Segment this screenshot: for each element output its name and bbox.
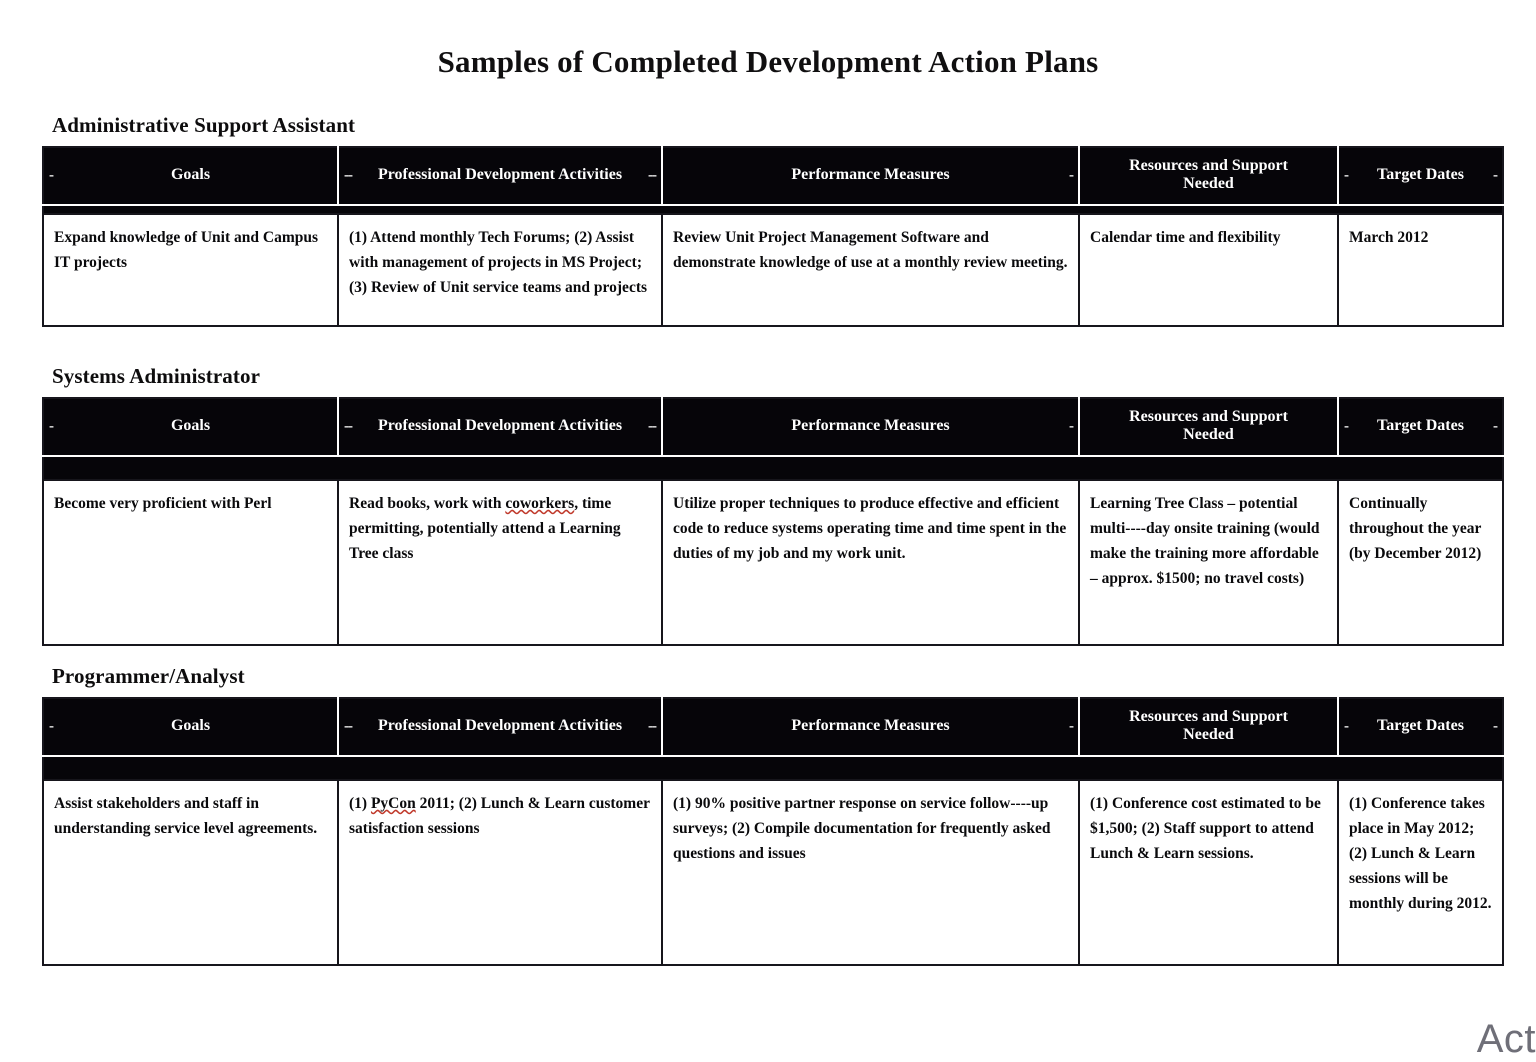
section-programmer-analyst bbox=[42, 664, 1502, 966]
section-heading: Programmer/Analyst bbox=[52, 664, 245, 688]
dash-mark-icon: - bbox=[49, 167, 53, 184]
column-header-dates bbox=[1338, 398, 1503, 456]
cell-target-dates: March 2012 bbox=[1338, 214, 1503, 326]
column-header-measures bbox=[662, 398, 1079, 456]
cell-target-dates: Continually throughout the year (by December 2012) bbox=[1338, 480, 1503, 645]
dash-mark-icon: -- bbox=[344, 418, 352, 435]
misspelled-word: coworkers bbox=[505, 494, 575, 512]
text-fragment: , time permitting, potentially attend a Learning Tree class bbox=[349, 494, 621, 562]
column-header-label: Resources and Support bbox=[1129, 708, 1288, 725]
column-header-label: Professional Development Activities bbox=[377, 717, 623, 735]
cell-resources: (1) Conference cost estimated to be $1,500; (2) Staff support to attend Lunch & Learn sessions. bbox=[1079, 780, 1338, 965]
column-header-dates bbox=[1338, 698, 1503, 756]
text-fragment: 2011; (2) Lunch & Learn customer satisfaction sessions bbox=[349, 794, 650, 837]
column-header-label: Resources and Support bbox=[1129, 157, 1288, 174]
header-filler-band bbox=[43, 205, 1503, 214]
column-header-label: Target Dates bbox=[1377, 417, 1464, 435]
column-header-activities bbox=[338, 147, 662, 205]
column-header-label: Target Dates bbox=[1377, 166, 1464, 184]
dash-mark-icon: - bbox=[49, 418, 53, 435]
table-header-row bbox=[43, 698, 1503, 756]
column-header-label: Professional Development Activities bbox=[377, 417, 623, 435]
development-action-plan-table bbox=[42, 397, 1504, 646]
table-header-row bbox=[43, 398, 1503, 456]
table-row bbox=[43, 214, 1503, 326]
column-header-label: Performance Measures bbox=[791, 717, 950, 735]
dash-mark-icon: - bbox=[1493, 418, 1497, 435]
cell-activities: (1) Attend monthly Tech Forums; (2) Assist with management of projects in MS Project; (3) Review of Unit service teams and projects bbox=[338, 214, 662, 326]
cell-measures: Utilize proper techniques to produce effective and efficient code to reduce systems operating time and time spent in the duties of my job and my work unit. bbox=[662, 480, 1079, 645]
dash-mark-icon: -- bbox=[648, 167, 656, 184]
column-header-label: Goals bbox=[170, 717, 211, 735]
cell-goals: Assist stakeholders and staff in understanding service level agreements. bbox=[43, 780, 338, 965]
column-header-goals bbox=[43, 698, 338, 756]
column-header-label: Professional Development Activities bbox=[377, 166, 623, 184]
development-action-plan-table bbox=[42, 146, 1504, 327]
dash-mark-icon: -- bbox=[648, 418, 656, 435]
cell-goals: Become very proficient with Perl bbox=[43, 480, 338, 645]
column-header-dates bbox=[1338, 147, 1503, 205]
column-header-label: Performance Measures bbox=[791, 417, 950, 435]
cell-target-dates: (1) Conference takes place in May 2012; (2) Lunch & Learn sessions will be monthly during 2012. bbox=[1338, 780, 1503, 965]
section-systems-administrator bbox=[42, 364, 1502, 646]
page-title: Samples of Completed Development Action Plans bbox=[437, 44, 1099, 79]
column-header-activities bbox=[338, 398, 662, 456]
column-header-label: Goals bbox=[170, 166, 211, 184]
corner-text-artifact: Act bbox=[1476, 1017, 1536, 1061]
table-header-row bbox=[43, 147, 1503, 205]
development-action-plan-table bbox=[42, 697, 1504, 966]
column-header-label-second-line: Needed bbox=[1183, 426, 1234, 444]
column-header-label: Resources and Support bbox=[1129, 408, 1288, 425]
header-filler-band bbox=[43, 456, 1503, 480]
table-row bbox=[43, 480, 1503, 645]
dash-mark-icon: - bbox=[1344, 718, 1348, 735]
dash-mark-icon: - bbox=[1069, 418, 1073, 435]
column-header-measures bbox=[662, 698, 1079, 756]
dash-mark-icon: -- bbox=[648, 718, 656, 735]
dash-mark-icon: - bbox=[1069, 167, 1073, 184]
table-row bbox=[43, 780, 1503, 965]
column-header-resources bbox=[1079, 398, 1338, 456]
dash-mark-icon: - bbox=[1344, 167, 1348, 184]
cell-resources: Learning Tree Class – potential multi----day onsite training (would make the training more affordable – approx. $1500; no travel costs) bbox=[1079, 480, 1338, 645]
column-header-measures bbox=[662, 147, 1079, 205]
cell-measures: Review Unit Project Management Software and demonstrate knowledge of use at a monthly review meeting. bbox=[662, 214, 1079, 326]
column-header-goals bbox=[43, 147, 338, 205]
section-administrative-support-assistant bbox=[42, 113, 1502, 327]
column-header-label-second-line: Needed bbox=[1183, 726, 1234, 744]
dash-mark-icon: -- bbox=[344, 718, 352, 735]
column-header-label-second-line: Needed bbox=[1183, 175, 1234, 193]
dash-mark-icon: - bbox=[1069, 718, 1073, 735]
column-header-resources bbox=[1079, 147, 1338, 205]
dash-mark-icon: - bbox=[49, 718, 53, 735]
column-header-label: Goals bbox=[170, 417, 211, 435]
cell-resources: Calendar time and flexibility bbox=[1079, 214, 1338, 326]
header-filler-band bbox=[43, 756, 1503, 780]
cell-measures: (1) 90% positive partner response on service follow----up surveys; (2) Compile documentation for frequently asked questions and issues bbox=[662, 780, 1079, 965]
dash-mark-icon: - bbox=[1344, 418, 1348, 435]
section-heading: Administrative Support Assistant bbox=[52, 113, 356, 137]
section-heading: Systems Administrator bbox=[52, 364, 261, 388]
misspelled-word: PyCon bbox=[370, 794, 416, 812]
column-header-resources bbox=[1079, 698, 1338, 756]
cell-goals: Expand knowledge of Unit and Campus IT projects bbox=[43, 214, 338, 326]
column-header-label: Performance Measures bbox=[791, 166, 950, 184]
text-fragment: Read books, work with bbox=[349, 494, 506, 512]
dash-mark-icon: - bbox=[1493, 167, 1497, 184]
dash-mark-icon: -- bbox=[344, 167, 352, 184]
column-header-label: Target Dates bbox=[1377, 717, 1464, 735]
column-header-goals bbox=[43, 398, 338, 456]
cell-activities bbox=[338, 480, 662, 645]
column-header-activities bbox=[338, 698, 662, 756]
dash-mark-icon: - bbox=[1493, 718, 1497, 735]
cell-activities bbox=[338, 780, 662, 965]
text-fragment: (1) bbox=[349, 794, 371, 812]
